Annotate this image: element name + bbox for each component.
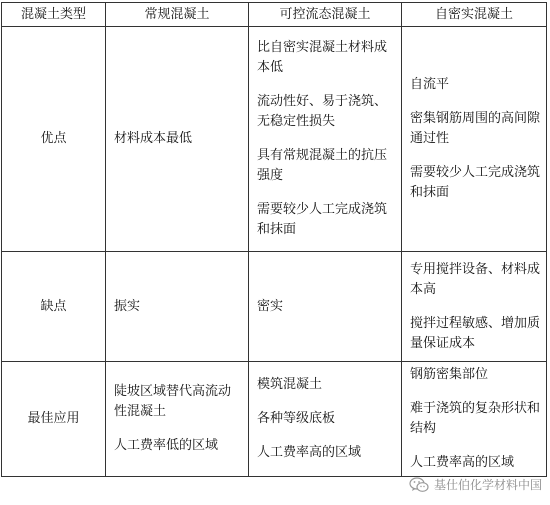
cell-applications-self-compacting: [402, 362, 547, 477]
cell-applications-controlled-flow: [249, 362, 402, 477]
cell-advantages-self-compacting: [402, 27, 547, 252]
cell-applications-conventional: [106, 362, 249, 477]
table-row-best-applications: [2, 362, 547, 477]
wechat-icon: [409, 477, 429, 493]
cell-item: 人工费率低的区域: [114, 438, 219, 453]
cell-item: 人工费率高的区域: [257, 445, 362, 460]
watermark-text: 基仕伯化学材料中国: [433, 478, 542, 492]
table-row-disadvantages: [2, 252, 547, 362]
cell-item: 陡坡区域替代高流动性混凝土: [114, 384, 232, 419]
watermark: [409, 476, 542, 493]
table-row-advantages: [2, 27, 547, 252]
cell-advantages-conventional: [106, 27, 249, 252]
header-row: [2, 3, 547, 27]
cell-item: 振实: [114, 298, 141, 314]
cell-item: 难于浇筑的复杂形状和结构: [410, 401, 541, 436]
concrete-comparison-table: [1, 2, 547, 477]
cell-disadvantages-self-compacting: [402, 252, 547, 362]
cell-item: 材料成本最低: [114, 131, 193, 146]
cell-item: 专用搅拌设备、材料成本高: [410, 261, 541, 297]
cell-disadvantages-conventional: [106, 252, 249, 362]
cell-item: 流动性好、易于浇筑、无稳定性损失: [257, 94, 388, 129]
cell-item: 具有常规混凝土的抗压强度: [257, 148, 388, 183]
header-controlled-flow-concrete: 可控流态混凝土: [249, 3, 402, 27]
cell-item: 各种等级底板: [257, 411, 336, 426]
cell-item: 需要较少人工完成浇筑和抹面: [257, 202, 388, 237]
cell-item: 钢筋密集部位: [410, 367, 489, 382]
cell-item: 人工费率高的区域: [410, 455, 515, 470]
cell-item: 搅拌过程敏感、增加质量保证成本: [410, 315, 541, 351]
cell-disadvantages-controlled-flow: [249, 252, 402, 362]
header-self-compacting-concrete: 自密实混凝土: [402, 3, 547, 27]
row-label-disadvantages: 缺点: [2, 252, 106, 362]
cell-item: 密实: [257, 298, 284, 314]
cell-item: 比自密实混凝土材料成本低: [257, 40, 388, 75]
cell-item: 需要较少人工完成浇筑和抹面: [410, 165, 541, 200]
cell-item: 密集钢筋周围的高间隙通过性: [410, 111, 541, 146]
row-label-advantages: 优点: [2, 27, 106, 252]
cell-item: 自流平: [410, 77, 450, 92]
cell-item: 模筑混凝土: [257, 377, 323, 392]
header-conventional-concrete: 常规混凝土: [106, 3, 249, 27]
header-concrete-type: 混凝土类型: [2, 3, 106, 27]
cell-advantages-controlled-flow: [249, 27, 402, 252]
row-label-best-applications: 最佳应用: [2, 362, 106, 477]
